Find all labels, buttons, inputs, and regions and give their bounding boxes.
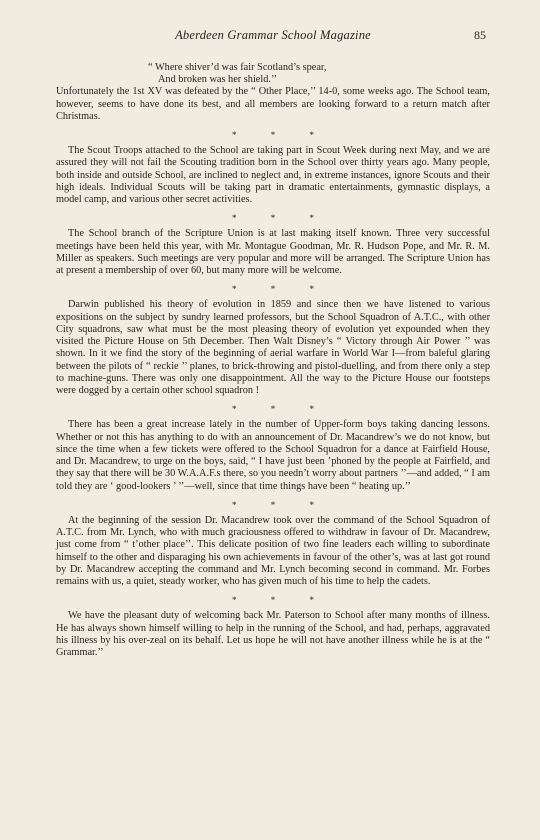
- section-separator: * * *: [232, 595, 330, 606]
- section-separator: * * *: [232, 499, 330, 510]
- section-separator: * * *: [232, 213, 330, 224]
- section-separator: * * *: [232, 284, 330, 295]
- paragraph-atc-command: At the beginning of the session Dr. Macandrew took over the command of the School Squadron of A.T.C. from Mr. Lynch, who with much graciousness offered to withdraw in favour of Dr. Macandrew, just come from “ t’other place’’. This delicate position of two fine leaders each willing to subordinate himself to the other and disparaging his own achievements in favour of the other’s, was at last got round by Dr. Macandrew accepting the command and Mr. Lynch becoming second in command. Mr. Forbes remains with us, a quiet, steady worker, who has given much of his time to help the cadets.: [56, 514, 490, 588]
- verse-quote: [148, 62, 490, 86]
- paragraph-scouts: The Scout Troops attached to the School are taking part in Scout Week during next May, and we are assured they will not fail the Scouting tradition born in the School over thirty years ago. Many people, both inside and outside School, are inclined to neglect and, in extreme instances, ignore Scouts and their high ideals. Individual Scouts will be taking part in dramatic entertainments, gymnastic displays, a model camp, and various other secret activities.: [56, 145, 490, 206]
- paragraph-darwin: Darwin published his theory of evolution in 1859 and since then we have listened to various expositions on the subject by sundry learned professors, but the School Squadron of A.T.C., with other City squadrons, saw what must be the most pleasing theory of evolution yet expounded when they visited the Picture House on 5th December. Then Walt Disney’s “ Victory through Air Power ’’ was shown. In it we find the story of the beginning of aerial warfare in World War I—from baleful glaring between the pilots of “ reckie ’’ planes, to brick-throwing and pistol-duelling, and from there only a step to machine-guns. There was only one disappointment. All the way to the Picture House our footsteps were dogged by a certain other school squadron !: [56, 299, 490, 397]
- verse-line-2: And broken was her shield.’’: [158, 74, 278, 86]
- section-separator: * * *: [232, 130, 330, 141]
- section-separator: * * *: [232, 404, 330, 415]
- magazine-page: [56, 28, 490, 659]
- paragraph-paterson: We have the pleasant duty of welcoming back Mr. Paterson to School after many months of illness. He has always shown himself willing to help in the running of the School, and had, perhaps, aggravated his illness by his over-zeal on its behalf. Let us hope he will not have another illness while he is at the “ Grammar.’’: [56, 610, 490, 659]
- page-number: 85: [474, 28, 486, 42]
- verse-line-1: “ Where shiver’d was fair Scotland’s spear,: [148, 62, 327, 73]
- paragraph-scripture-union: The School branch of the Scripture Union is at last making itself known. Three very successful meetings have been held this year, with Mr. Montague Goodman, Mr. R. Hudson Pope, and Mr. R. M. Miller as speakers. Such meetings are very popular and more will be arranged. The Scripture Union has at present a membership of over 60, but many more will be welcome.: [56, 228, 490, 277]
- paragraph-rugby: Unfortunately the 1st XV was defeated by the “ Other Place,’’ 14-0, some weeks ago. The School team, however, seems to have done its best, and all members are looking forward to a return match after Christmas.: [56, 86, 490, 122]
- running-header: [56, 28, 490, 44]
- paragraph-dancing: There has been a great increase lately in the number of Upper-form boys taking dancing lessons. Whether or not this has anything to do with an announcement of Dr. Macandrew’s we do not know, but since the time when a few tickets were offered to the School Squadron for a dance at Fairfield House, and Dr. Macandrew, to urge on the boys, said, “ I have just been ’phoned by the people at Fairfield, and they say that there will be 30 W.A.A.F.s there, so you needn’t worry about partners ’’—and added, “ I am told they are ‘ good-lookers ’ ’’—well, since that time things have been “ heating up.’’: [56, 419, 490, 492]
- magazine-title: Aberdeen Grammar School Magazine: [175, 28, 371, 42]
